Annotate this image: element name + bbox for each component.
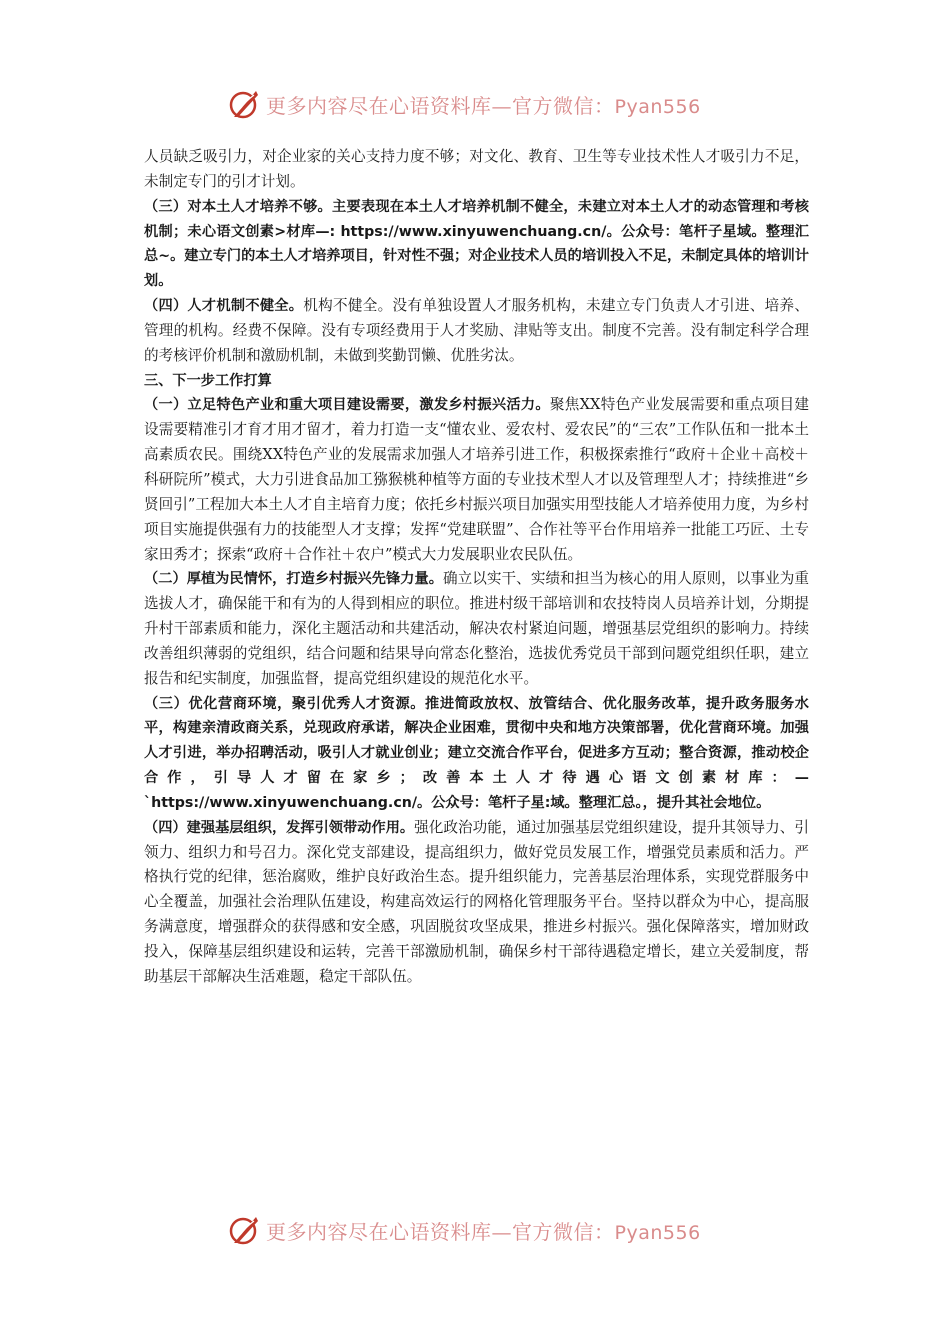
paragraph-industry-projects <box>144 393 809 567</box>
paragraph-body: 聚焦XX特色产业发展需要和重点项目建设需要精准引才育才用才留才，着力打造一支“懂农业、爱农村、爱农民”的“三农”工作队伍和一批本土高素质农民。围绕XX特色产业的发展需求加强人才培养引进工作，积极探索推行“政府＋企业＋高校＋科研院所”模式，大力引进食品加工猕猴桃种植等方面的专业技术型人才以及管理型人才；持续推进“乡贤回引”工程加大本土人才自主培育力度；依托乡村振兴项目加强实用型技能人才培养使用力度，为乡村项目实施提供强有力的技能型人才支撑；发挥“党建联盟”、合作社等平台作用培养一批能工巧匠、土专家田秀才；探索“政府＋合作社＋农户”模式大力发展职业农民队伍。 <box>144 396 810 563</box>
paragraph-business-environment: （三）优化营商环境，聚引优秀人才资源。推进简政放权、放管结合、优化服务改革，提升政务服务水平，构建亲清政商关系，兑现政府承诺，解决企业困难，贯彻中央和地方决策部署，优化营商环境。加强人才引进，举办招聘活动，吸引人才就业创业；建立交流合作平台，促进多方互动；整合资源，推动校企合作，引导人才留在家乡；改善本土人才待遇心语文创素材库：—`https://www.xinyuwenchuang.cn/。公众号：笔杆子星:域。整理汇总。，提升其社会地位。 <box>144 695 809 811</box>
watermark-footer <box>228 1210 728 1250</box>
watermark-text: 更多内容尽在心语资料库—官方微信：Pyan556 <box>266 93 701 118</box>
document-body <box>144 145 809 990</box>
paragraph-body: 确立以实干、实绩和担当为核心的用人原则，以事业为重选拔人才，确保能干和有为的人得到相应的职位。推进村级干部培训和农技特岗人员培养计划，分期提升村干部素质和能力，深化主题活动和共建活动，解决农村紧迫问题，增强基层党组织的影响力。持续改善组织薄弱的党组织，结合问题和结果导向常态化整治，选拔优秀党员干部到问题党组织任职，建立报告和纪实制度，加强监督，提高党组织建设的规范化水平。 <box>144 570 809 687</box>
paragraph-vanguard-force <box>144 567 809 691</box>
paragraph-local-talent-training: （三）对本土人才培养不够。主要表现在本土人才培养机制不健全，未建立对本土人才的动态管理和考核机制；未心语文创素>材库—: https://www.xinyuwenchuang.cn/。公众号：笔杆子星域。整理汇总~。建立专门的本土人才培养项目，针对性不强；对企业技术人员的培训投入不足，未制定具体的培训计划。 <box>144 198 809 290</box>
section-heading-next-steps: 三、下一步工作打算 <box>144 372 272 389</box>
paragraph-lead: （二）厚植为民情怀，打造乡村振兴先锋力量。 <box>144 571 443 588</box>
paragraph-lead: （一）立足特色产业和重大项目建设需要，激发乡村振兴活力。 <box>144 397 550 414</box>
watermark-text: 更多内容尽在心语资料库—官方微信：Pyan556 <box>266 1219 701 1244</box>
paragraph-body: 机构不健全。没有单独设置人才服务机构，未建立专门负责人才引进、培养、管理的机构。经费不保障。没有专项经费用于人才奖励、津贴等支出。制度不完善。没有制定科学合理的考核评价机制和激励机制，未做到奖勤罚懒、优胜劣汰。 <box>144 297 809 364</box>
quill-logo-icon <box>228 87 262 121</box>
paragraph-body: 强化政治功能，通过加强基层党组织建设，提升其领导力、引领力、组织力和号召力。深化党支部建设，提高组织力，做好党员发展工作，增强党员素质和活力。严格执行党的纪律，惩治腐败，维护良好政治生态。提升组织能力，完善基层治理体系，实现党群服务中心全覆盖，加强社会治理队伍建设，构建高效运行的网格化管理服务平台。坚持以群众为中心，提高服务满意度，增强群众的获得感和安全感，巩固脱贫攻坚成果，推进乡村振兴。强化保障落实，增加财政投入，保障基层组织建设和运转，完善干部激励机制，确保乡村干部待遇稳定增长，建立关爱制度，帮助基层干部解决生活难题，稳定干部队伍。 <box>144 818 809 985</box>
watermark-header <box>228 84 728 124</box>
paragraph-talent-mechanism <box>144 294 809 369</box>
paragraph-lead: （四）人才机制不健全。 <box>144 298 304 315</box>
paragraph-talent-attraction: 人员缺乏吸引力，对企业家的关心支持力度不够；对文化、教育、卫生等专业技术性人才吸引力不足，未制定专门的引才计划。 <box>144 148 809 190</box>
paragraph-grassroots-organization <box>144 816 809 990</box>
quill-logo-icon <box>228 1213 262 1247</box>
paragraph-lead: （四）建强基层组织，发挥引领带动作用。 <box>144 819 415 836</box>
